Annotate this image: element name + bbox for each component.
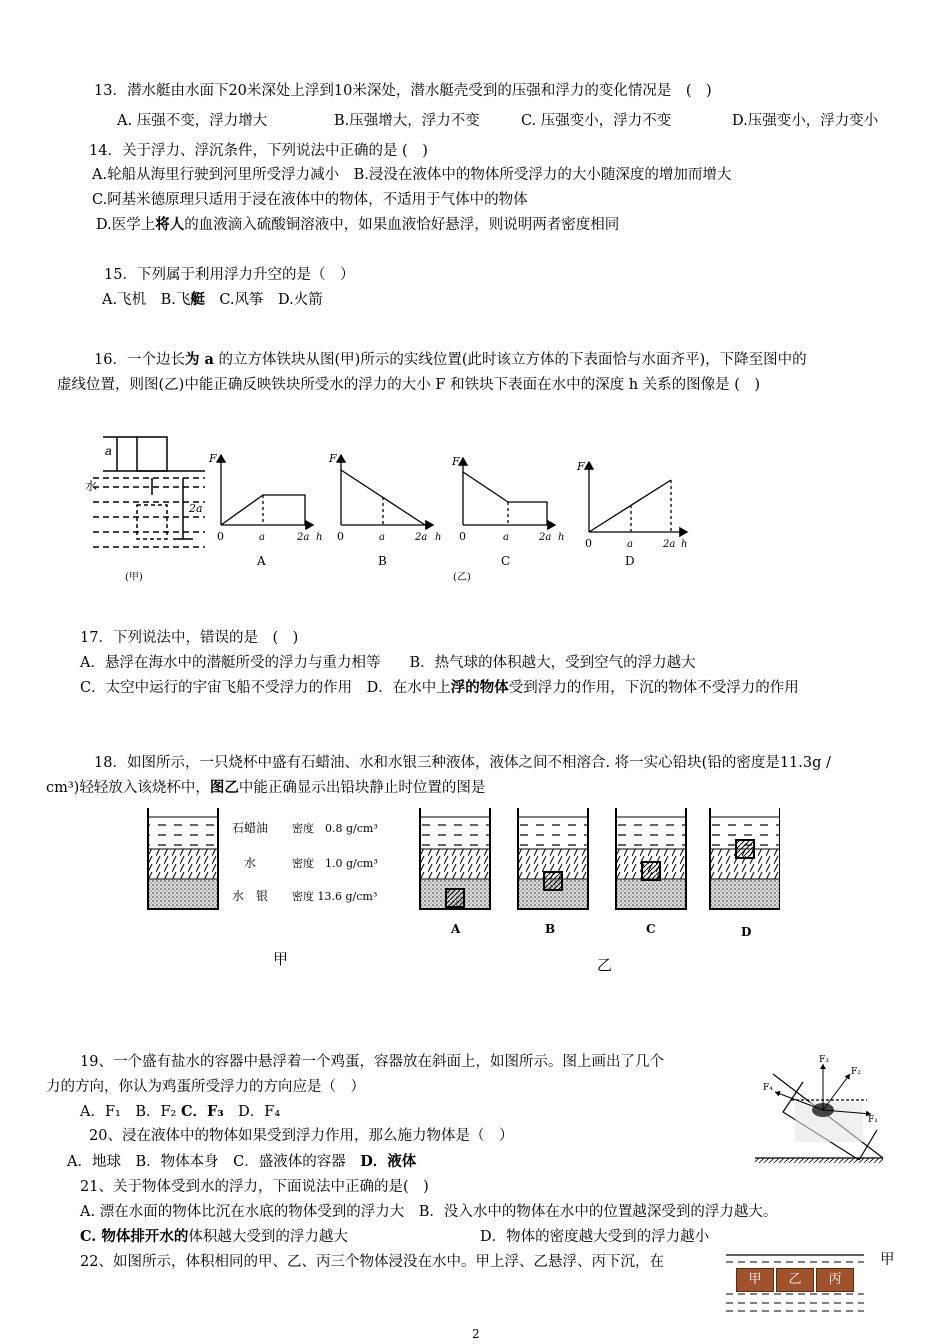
yi-label: (乙) (453, 572, 471, 583)
q13-option-a: A. 压强不变，浮力增大 (117, 113, 268, 129)
water-density: 密度 1.0 g/cm³ (292, 857, 378, 870)
q14-d-pre: D.医学上 (96, 217, 156, 233)
graph-b-zero: 0 (337, 530, 344, 543)
q18-option-b: B (545, 922, 556, 936)
q16-line1-post: 的立方体铁块从图(甲)所示的实线位置(此时该立方体的下表面恰与水面齐平)，下降至图中的 (213, 352, 807, 368)
q15-option-c: C.风筝 (219, 292, 264, 308)
q14-d-bold: 将人 (155, 216, 185, 233)
oil-label: 石蜡油 (232, 821, 269, 835)
q17-cd-pre: C．太空中运行的宇宙飞船不受浮力的作用 D．在水中上 (80, 680, 451, 696)
q15-option-b-pre: B.飞 (160, 292, 191, 308)
q15-stem: 15．下列属于利用浮力升空的是（ ） (104, 267, 355, 283)
q18-option-d: D (741, 925, 752, 939)
q21-option-d: D．物体的密度越大受到的浮力越小 (480, 1229, 710, 1245)
q18-line1: 18．如图所示，一只烧杯中盛有石蜡油、水和水银三种液体，液体之间不相溶合. 将一实心铅块(铅的密度是11.3g / (94, 755, 831, 771)
graph-b-tick-2a: 2a (415, 532, 428, 543)
q19-line1: 19、一个盛有盐水的容器中悬浮着一个鸡蛋，容器放在斜面上，如图所示。图上画出了几个 (80, 1054, 664, 1070)
q17-options-cd (80, 678, 799, 698)
q19-options (80, 1102, 280, 1122)
beaker-c (616, 808, 686, 909)
q18-line2-post: 中能正确显示出铅块静止时位置的图是 (238, 780, 486, 796)
page-number: 2 (472, 1327, 480, 1341)
q22-tail: 甲 (880, 1252, 895, 1268)
q14-option-d (96, 215, 619, 235)
q13-option-b: B.压强增大，浮力不变 (334, 113, 480, 129)
q21-options-ab: A. 漂在水面的物体比沉在水底的物体受到的浮力大 B．没入水中的物体在水中的位置越深受到的浮力越大。 (80, 1204, 778, 1220)
water-label: 水 (85, 479, 98, 493)
q22-box-jia: 甲 (736, 1268, 774, 1292)
q14-stem: 14．关于浮力、浮沉条件，下列说法中正确的是 ( ) (89, 143, 428, 159)
two-a-label: 2a (189, 502, 203, 515)
q20-stem: 20、浸在液体中的物体如果受到浮力作用，那么施力物体是（ ） (89, 1128, 514, 1144)
q19-line2: 力的方向，你认为鸡蛋所受浮力的方向应是（ ） (46, 1079, 365, 1095)
q19-opts-post: D．F₄ (223, 1104, 281, 1120)
q22-stem: 22、如图所示，体积相同的甲、乙、丙三个物体浸没在水中。甲上浮、乙悬浮、丙下沉，在 (80, 1254, 664, 1270)
graph-c-f: F (452, 455, 460, 468)
q22-box-bing: 丙 (816, 1268, 854, 1292)
q13-stem: 13．潜水艇由水面下20米深处上浮到10米深处，潜水艇壳受到的压强和浮力的变化情况是 ( ) (94, 83, 712, 99)
q18-jia-label: 甲 (273, 950, 289, 968)
q14-option-c: C.阿基米德原理只适用于浸在液体中的物体，不适用于气体中的物体 (92, 192, 528, 208)
q16-line1-pre: 16．一个边长 (94, 352, 185, 368)
q16-line1-bold: 为 a (184, 351, 214, 368)
option-a-label: A (257, 554, 266, 568)
q14-d-post: 的血液滴入硫酸铜溶液中，如果血液恰好悬浮，则说明两者密度相同 (184, 217, 620, 233)
q19-opts-bold: C．F₃ (180, 1103, 224, 1120)
q19-figure (755, 1052, 890, 1167)
option-d-label: D (625, 554, 635, 568)
q20-options (67, 1152, 416, 1172)
f1-label: F₁ (868, 1115, 878, 1125)
beaker-jia (148, 808, 218, 909)
q17-options-ab: A．悬浮在海水中的潜艇所受的浮力与重力相等 B．热气球的体积越大，受到空气的浮力越大 (80, 655, 696, 671)
q17-stem: 17．下列说法中，错误的是 ( ) (80, 630, 299, 646)
q18-option-a: A (451, 922, 461, 936)
q20-opts-bold: D．液体 (360, 1153, 417, 1170)
q18-yi-label: 乙 (597, 956, 613, 974)
graph-c-tick-a: a (503, 532, 509, 543)
graph-d-zero: 0 (585, 537, 592, 550)
q15-option-a: A.飞机 (102, 292, 147, 308)
graph-a-h: h (316, 532, 323, 543)
f3-label: F₃ (819, 1055, 829, 1065)
option-b-label: B (378, 554, 387, 568)
graph-c-zero: 0 (459, 530, 466, 543)
q16-line2: 虚线位置，则图(乙)中能正确反映铁块所受水的浮力的大小 F 和铁块下表面在水中的深度 h 关系的图像是 ( ) (57, 377, 761, 393)
q18-option-c: C (646, 922, 656, 936)
graph-b-h: h (435, 532, 442, 543)
option-c-label: C (501, 554, 511, 568)
graph-c (463, 458, 555, 525)
graph-a-tick-a: a (259, 532, 265, 543)
graph-a-tick-2a: 2a (297, 532, 310, 543)
q18-figure (140, 800, 780, 980)
graph-a-f: F (209, 452, 217, 465)
q14-options-ab: A.轮船从海里行驶到河里所受浮力减小 B.浸没在液体中的物体所受浮力的大小随深度的增加而增大 (92, 167, 732, 183)
q21-c-bold: C. 物体排开水的 (80, 1228, 189, 1245)
q16-figure (75, 410, 705, 595)
graph-d-tick-2a: 2a (663, 539, 676, 550)
q17-cd-post: 受到浮力的作用，下沉的物体不受浮力的作用 (508, 680, 799, 696)
q19-opts-pre: A．F₁ B．F₂ (80, 1104, 181, 1120)
graph-c-tick-2a: 2a (539, 532, 552, 543)
beaker-d (710, 808, 780, 909)
beaker-b (518, 808, 588, 909)
water-label: 水 (244, 856, 257, 870)
q18-line2-pre: cm³)轻轻放入该烧杯中， (46, 780, 210, 796)
q18-line2 (46, 778, 485, 798)
q13-option-d: D.压强变小，浮力变小 (732, 113, 879, 129)
q20-opts-pre: A．地球 B．物体本身 C．盛液体的容器 (67, 1154, 361, 1170)
q21-c-post: 体积越大受到的浮力越大 (188, 1229, 348, 1245)
mercury-label: 水 银 (232, 889, 269, 903)
a-label: a (105, 444, 112, 458)
graph-b (341, 455, 433, 525)
graph-a-zero: 0 (217, 530, 224, 543)
q22-box-yi: 乙 (776, 1268, 814, 1292)
f4-label: F₄ (763, 1083, 773, 1093)
f2-label: F₂ (851, 1067, 861, 1077)
beaker-a (420, 808, 490, 909)
q15-option-b-bold: 艇 (190, 291, 205, 308)
q13-option-c: C. 压强变小，浮力不变 (521, 113, 672, 129)
q15-options (102, 290, 323, 310)
graph-a (221, 455, 313, 525)
mercury-density: 密度 13.6 g/cm³ (292, 890, 378, 903)
q18-line2-bold: 图乙 (209, 779, 239, 796)
graph-d-h: h (681, 539, 688, 550)
q21-option-c (80, 1227, 348, 1247)
q21-stem: 21、关于物体受到水的浮力，下面说法中正确的是( ) (80, 1179, 429, 1195)
jia-label: (甲) (125, 572, 143, 583)
q16-line1 (94, 350, 807, 370)
q15-option-d: D.火箭 (278, 292, 323, 308)
graph-d-f: F (577, 460, 585, 473)
graph-c-h: h (558, 532, 565, 543)
graph-b-tick-a: a (379, 532, 385, 543)
graph-d (589, 462, 687, 532)
q17-cd-bold: 浮的物体 (450, 679, 509, 696)
graph-d-tick-a: a (627, 539, 633, 550)
oil-density: 密度 0.8 g/cm³ (292, 822, 378, 835)
graph-b-f: F (329, 452, 337, 465)
